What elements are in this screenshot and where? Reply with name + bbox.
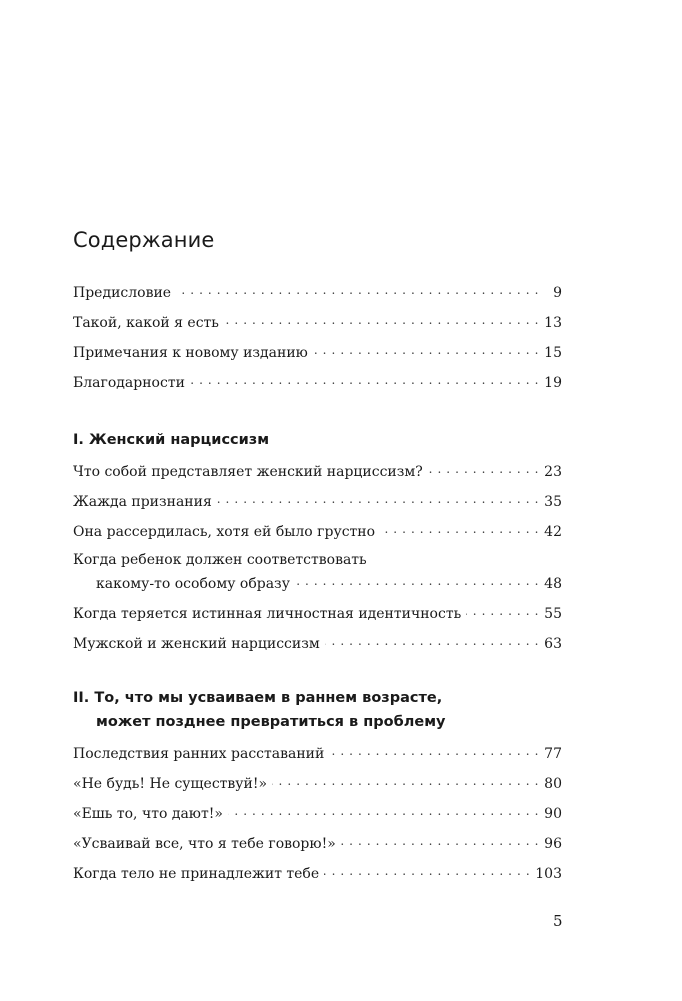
dot-leader xyxy=(272,774,539,788)
toc-entry-title: Жажда признания xyxy=(73,494,212,510)
dot-leader xyxy=(224,313,539,327)
toc-entry[interactable] xyxy=(73,604,562,626)
dot-leader xyxy=(341,834,539,848)
toc-entry-title: Последствия ранних расставаний xyxy=(73,746,325,762)
dot-leader xyxy=(329,744,539,758)
toc-entry-page: 9 xyxy=(553,285,562,301)
toc-entry[interactable] xyxy=(73,522,562,544)
toc-entry-page: 13 xyxy=(544,315,562,331)
part-heading-line2[interactable]: может позднее превратиться в проблему xyxy=(96,714,446,730)
dot-leader xyxy=(325,634,539,648)
toc-entry-page: 103 xyxy=(535,866,562,882)
dot-leader xyxy=(190,373,539,387)
toc-entry-title: Она рассердилась, хотя ей было грустно xyxy=(73,524,376,540)
toc-entry[interactable] xyxy=(73,774,562,796)
toc-entry[interactable] xyxy=(73,834,562,856)
toc-entry-page: 42 xyxy=(544,524,562,540)
toc-entry[interactable] xyxy=(73,283,562,305)
toc-entry-title: Предисловие xyxy=(73,285,172,301)
toc-entry[interactable] xyxy=(73,634,562,656)
dot-leader xyxy=(176,283,539,297)
toc-entry[interactable] xyxy=(73,492,562,514)
toc-entry-page: 35 xyxy=(544,494,562,510)
toc-entry[interactable] xyxy=(73,864,562,886)
toc-entry-title: «Усваивай все, что я тебе говорю!» xyxy=(73,836,336,852)
toc-entry[interactable] xyxy=(73,804,562,826)
dot-leader xyxy=(228,804,539,818)
toc-entry-page: 15 xyxy=(544,345,562,361)
toc-entry-title: «Не будь! Не существуй!» xyxy=(73,776,268,792)
toc-entry-page: 90 xyxy=(544,806,562,822)
dot-leader xyxy=(313,343,539,357)
toc-entry-page: 80 xyxy=(544,776,562,792)
toc-entry[interactable] xyxy=(73,744,562,766)
toc-entry-title-line1[interactable]: Когда ребенок должен соответствовать xyxy=(73,552,367,568)
toc-entry-title: Когда тело не принадлежит тебе xyxy=(73,866,320,882)
toc-entry-page: 55 xyxy=(544,606,562,622)
page-number: 5 xyxy=(553,912,563,930)
toc-entry-page: 96 xyxy=(544,836,562,852)
toc-entry-page: 23 xyxy=(544,464,562,480)
dot-leader xyxy=(466,604,539,618)
toc-entry-page: 48 xyxy=(544,576,562,592)
part-heading-line1[interactable]: II. То, что мы усваиваем в раннем возрасте, xyxy=(73,690,443,706)
toc-entry-title-line2: какому-то особому образу xyxy=(96,576,290,592)
toc-entry-title: Благодарности xyxy=(73,375,185,391)
toc-heading: Содержание xyxy=(73,228,215,252)
toc-entry-title: «Ешь то, что дают!» xyxy=(73,806,223,822)
toc-entry-title: Что собой представляет женский нарциссизм? xyxy=(73,464,423,480)
toc-entry[interactable] xyxy=(73,373,562,395)
dot-leader xyxy=(428,462,539,476)
dot-leader xyxy=(324,864,530,878)
toc-entry-title: Примечания к новому изданию xyxy=(73,345,308,361)
dot-leader xyxy=(217,492,539,506)
toc-entry[interactable] xyxy=(73,462,562,484)
dot-leader xyxy=(380,522,539,536)
toc-entry-title: Такой, какой я есть xyxy=(73,315,219,331)
toc-entry[interactable] xyxy=(73,343,562,365)
part-heading[interactable]: I. Женский нарциссизм xyxy=(73,432,270,448)
toc-entry[interactable] xyxy=(96,574,562,596)
toc-entry-page: 63 xyxy=(544,636,562,652)
toc-entry-title: Когда теряется истинная личностная идентичность xyxy=(73,606,462,622)
toc-entry[interactable] xyxy=(73,313,562,335)
dot-leader xyxy=(295,574,539,588)
toc-entry-title: Мужской и женский нарциссизм xyxy=(73,636,320,652)
toc-entry-page: 77 xyxy=(544,746,562,762)
toc-entry-page: 19 xyxy=(544,375,562,391)
